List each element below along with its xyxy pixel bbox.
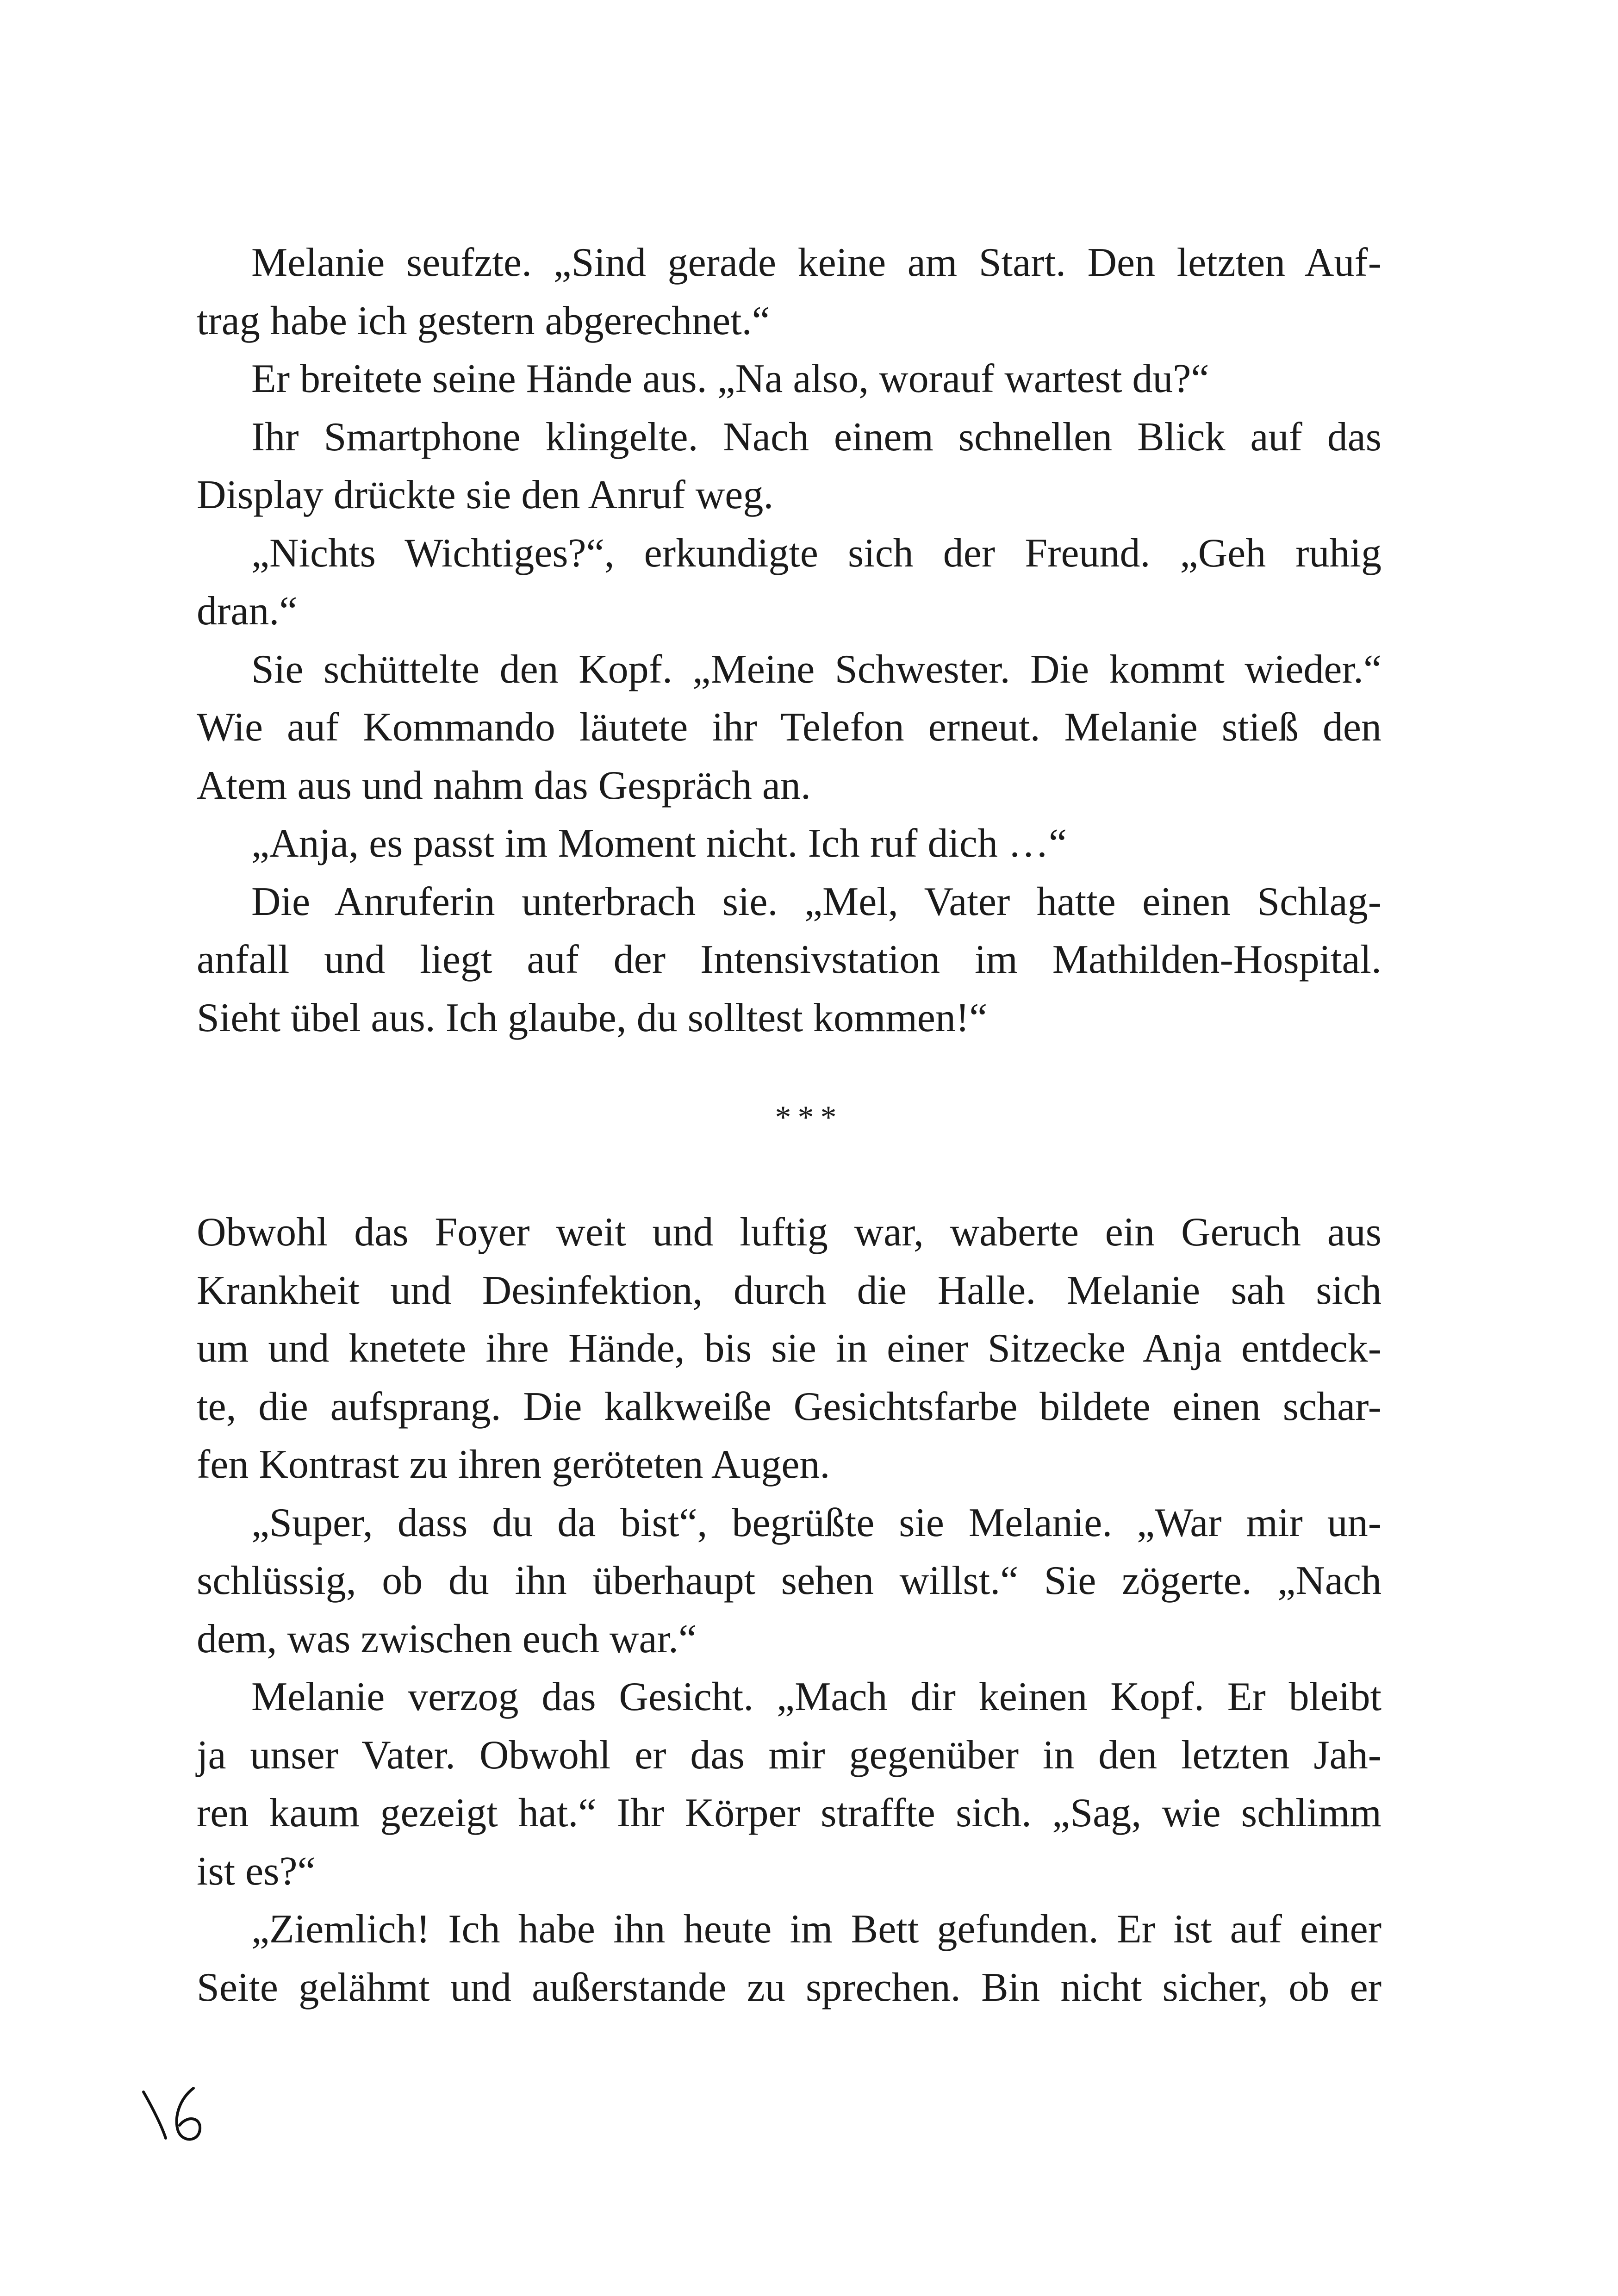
text-line: anfall und liegt auf der Intensivstation im Mathilden-Hospital. bbox=[197, 937, 1382, 982]
page-number bbox=[139, 2083, 213, 2147]
text-line: Sie schüttelte den Kopf. „Meine Schwester. Die kommt wieder.“ bbox=[251, 647, 1382, 692]
text-line: Krankheit und Desinfektion, durch die Halle. Melanie sah sich bbox=[197, 1268, 1382, 1313]
text-line: Wie auf Kommando läutete ihr Telefon erneut. Melanie stieß den bbox=[197, 705, 1382, 750]
text-line: „Ziemlich! Ich habe ihn heute im Bett gefunden. Er ist auf einer bbox=[251, 1907, 1382, 1952]
text-line: dran.“ bbox=[197, 589, 298, 634]
text-line: „Anja, es passt im Moment nicht. Ich ruf dich …“ bbox=[251, 821, 1067, 866]
text-line: Ihr Smartphone klingelte. Nach einem schnellen Blick auf das bbox=[251, 414, 1382, 460]
text-section-2 bbox=[197, 1203, 1382, 2016]
text-line: Seite gelähmt und außerstande zu sprechen. Bin nicht sicher, ob er bbox=[197, 1965, 1382, 2010]
text-line: trag habe ich gestern abgerechnet.“ bbox=[197, 298, 770, 343]
text-line: „Super, dass du da bist“, begrüßte sie Melanie. „War mir un- bbox=[251, 1500, 1382, 1545]
text-line: Display drückte sie den Anruf weg. bbox=[197, 473, 774, 517]
text-line: Er breitete seine Hände aus. „Na also, worauf wartest du?“ bbox=[251, 356, 1209, 401]
text-line: schlüssig, ob du ihn überhaupt sehen willst.“ Sie zögerte. „Nach bbox=[197, 1558, 1382, 1603]
text-line: te, die aufsprang. Die kalkweiße Gesichtsfarbe bildete einen schar- bbox=[197, 1384, 1382, 1429]
text-line: um und knetete ihre Hände, bis sie in einer Sitzecke Anja entdeck- bbox=[197, 1326, 1382, 1371]
text-line: Melanie seufzte. „Sind gerade keine am Start. Den letzten Auf- bbox=[251, 240, 1382, 285]
text-line: ist es?“ bbox=[197, 1848, 316, 1894]
text-line: dem, was zwischen euch war.“ bbox=[197, 1616, 697, 1661]
text-line: Melanie verzog das Gesicht. „Mach dir keinen Kopf. Er bleibt bbox=[251, 1674, 1382, 1719]
text-line: ren kaum gezeigt hat.“ Ihr Körper straffte sich. „Sag, wie schlimm bbox=[197, 1791, 1382, 1836]
text-section-1 bbox=[197, 234, 1382, 1047]
text-line: Obwohl das Foyer weit und luftig war, waberte ein Geruch aus bbox=[197, 1210, 1382, 1255]
text-line: Die Anruferin unterbrach sie. „Mel, Vater hatte einen Schlag- bbox=[251, 879, 1382, 924]
text-line: Atem aus und nahm das Gespräch an. bbox=[197, 763, 811, 808]
text-line: Sieht übel aus. Ich glaube, du solltest kommen!“ bbox=[197, 995, 988, 1040]
section-separator: *** bbox=[775, 1100, 843, 1135]
text-line: fen Kontrast zu ihren geröteten Augen. bbox=[197, 1442, 830, 1487]
text-line: „Nichts Wichtiges?“, erkundigte sich der Freund. „Geh ruhig bbox=[251, 530, 1382, 576]
handwritten-page-number-16 bbox=[139, 2083, 213, 2147]
text-line: ja unser Vater. Obwohl er das mir gegenüber in den letzten Jah- bbox=[197, 1732, 1382, 1778]
